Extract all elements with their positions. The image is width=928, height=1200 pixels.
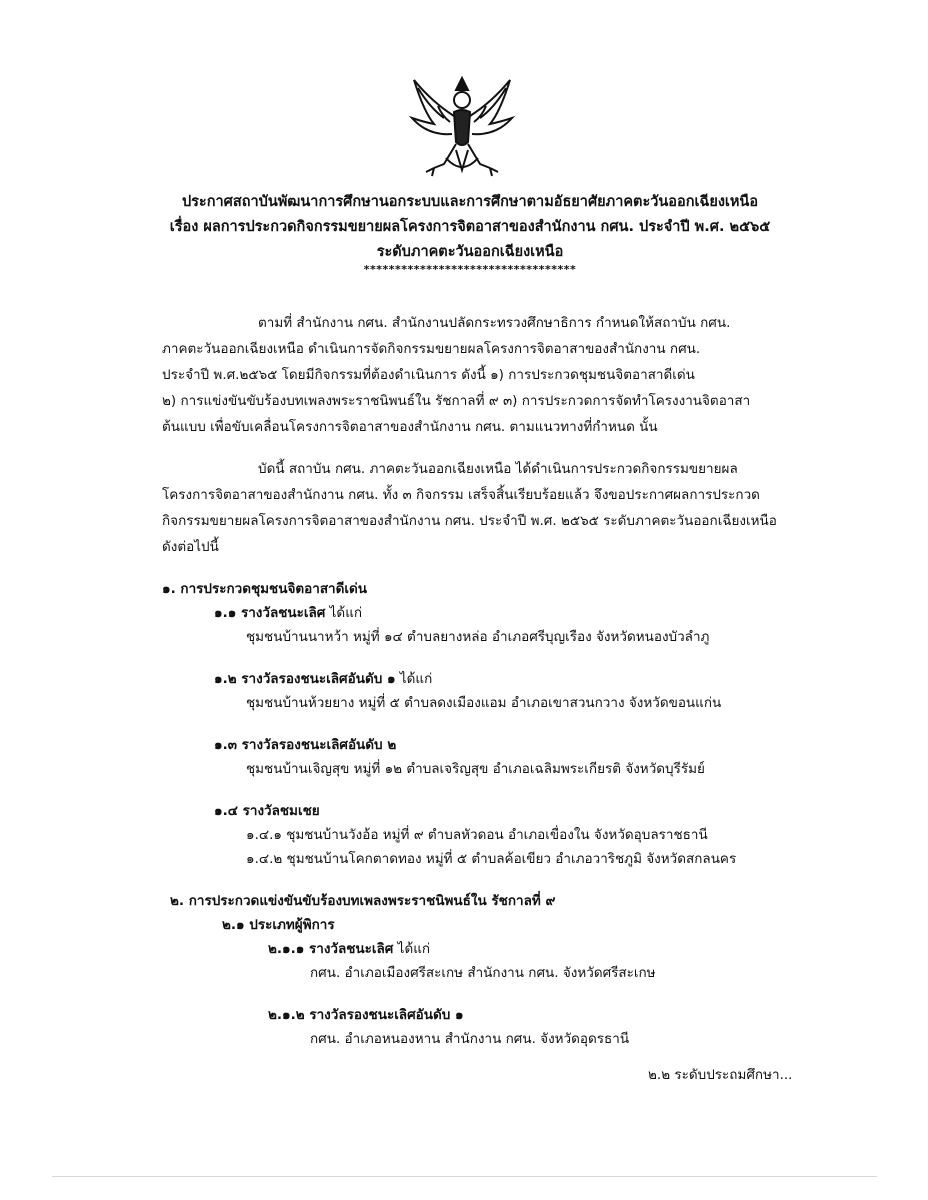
page-bottom-rule: [52, 1176, 877, 1177]
award-2-1-2-title: ๒.๑.๒ รางวัลรองชนะเลิศอันดับ ๑: [268, 1007, 464, 1023]
header-subject: เรื่อง ผลการประกวดกิจกรรมขยายผลโครงการจิตอาสาของสำนักงาน กศน. ประจำปี พ.ศ. ๒๕๖๕: [169, 219, 771, 235]
award-1-3-winner: ชุมชนบ้านเจิญสุข หมู่ที่ ๑๒ ตำบลเจริญสุข อำเภอเฉลิมพระเกียรติ จังหวัดบุรีรัมย์: [246, 761, 705, 777]
section-2-title: ๒. การประกวดแข่งขันขับร้องบทเพลงพระราชนิพนธ์ใน รัชกาลที่ ๙: [170, 893, 556, 909]
intro-line-1: ตามที่ สำนักงาน กศน. สำนักงานปลัดกระทรวงศึกษาธิการ กำหนดให้สถาบัน กศน.: [258, 315, 731, 331]
award-1-2-suffix: ได้แก่: [395, 671, 433, 687]
intro-line-4: ๒) การแข่งขันขับร้องบทเพลงพระราชนิพนธ์ใน รัชกาลที่ ๙ ๓) การประกวดการจัดทำโครงงานจิตอาสา: [162, 393, 751, 409]
award-1-3-title: ๑.๓ รางวัลรองชนะเลิศอันดับ ๒: [214, 737, 397, 753]
award-2-1-2-winner: กศน. อำเภอหนองหาน สำนักงาน กศน. จังหวัดอุดรธานี: [310, 1031, 630, 1047]
intro-line-5: ต้นแบบ เพื่อขับเคลื่อนโครงการจิตอาสาของสำนักงาน กศน. ตามแนวทางที่กำหนด นั้น: [162, 419, 658, 435]
award-1-4-2: ๑.๔.๒ ชุมชนบ้านโคกตาดทอง หมู่ที่ ๕ ตำบลค้อเขียว อำเภอวาริชภูมิ จังหวัดสกลนคร: [246, 851, 737, 867]
section-1-title: ๑. การประกวดชุมชนจิตอาสาดีเด่น: [162, 581, 368, 597]
award-1-1: [214, 600, 362, 627]
award-1-4-title: ๑.๔ รางวัลชมเชย: [214, 803, 320, 819]
header-divider: **********************************: [363, 263, 577, 276]
award-1-2: [214, 666, 432, 693]
intro-line-2: ภาคตะวันออกเฉียงเหนือ ดำเนินการจัดกิจกรรมขยายผลโครงการจิตอาสาของสำนักงาน กศน.: [162, 341, 701, 357]
now-line-4: ดังต่อไปนี้: [162, 539, 219, 555]
now-line-3: กิจกรรมขยายผลโครงการจิตอาสาของสำนักงาน กศน. ประจำปี พ.ศ. ๒๕๖๕ ระดับภาคตะวันออกเฉียงเหนือ: [162, 513, 777, 529]
award-1-2-winner: ชุมชนบ้านห้วยยาง หมู่ที่ ๕ ตำบลดงเมืองแอม อำเภอเขาสวนกวาง จังหวัดขอนแก่น: [246, 695, 722, 711]
category-2-1: ๒.๑ ประเภทผู้พิการ: [222, 917, 335, 933]
continued-footer: ๒.๒ ระดับประถมศึกษา...: [648, 1067, 793, 1083]
award-2-1-1: [268, 936, 430, 963]
award-2-1-1-winner: กศน. อำเภอเมืองศรีสะเกษ สำนักงาน กศน. จังหวัดศรีสะเกษ: [310, 965, 656, 981]
now-line-2: โครงการจิตอาสาของสำนักงาน กศน. ทั้ง ๓ กิจกรรม เสร็จสิ้นเรียบร้อยแล้ว จึงขอประกาศผลการประกวด: [162, 487, 760, 503]
award-1-1-suffix: ได้แก่: [325, 605, 363, 621]
header-line-1: ประกาศสถาบันพัฒนาการศึกษานอกระบบและการศึกษาตามอัธยาศัยภาคตะวันออกเฉียงเหนือ: [181, 194, 759, 210]
award-1-1-title: ๑.๑ รางวัลชนะเลิศ: [214, 605, 326, 621]
award-2-1-1-title: ๒.๑.๑ รางวัลชนะเลิศ: [268, 941, 394, 957]
now-line-1: บัดนี้ สถาบัน กศน. ภาคตะวันออกเฉียงเหนือ ได้ดำเนินการประกวดกิจกรรมขยายผล: [258, 461, 738, 477]
award-1-2-title: ๑.๒ รางวัลรองชนะเลิศอันดับ ๑: [214, 671, 396, 687]
award-1-1-winner: ชุมชนบ้านนาหว้า หมู่ที่ ๑๔ ตำบลยางหล่อ อำเภอศรีบุญเรือง จังหวัดหนองบัวลำภู: [246, 629, 710, 645]
award-2-1-1-suffix: ได้แก่: [393, 941, 431, 957]
garuda-emblem-icon: [404, 72, 520, 184]
intro-line-3: ประจำปี พ.ศ.๒๕๖๕ โดยมีกิจกรรมที่ต้องดำเนินการ ดังนี้ ๑) การประกวดชุมชนจิตอาสาดีเด่น: [162, 367, 695, 383]
header-region: ระดับภาคตะวันออกเฉียงเหนือ: [376, 244, 564, 260]
award-1-4-1: ๑.๔.๑ ชุมชนบ้านวังอ้อ หมู่ที่ ๙ ตำบลหัวดอน อำเภอเขื่องใน จังหวัดอุบลราชธานี: [246, 827, 708, 843]
